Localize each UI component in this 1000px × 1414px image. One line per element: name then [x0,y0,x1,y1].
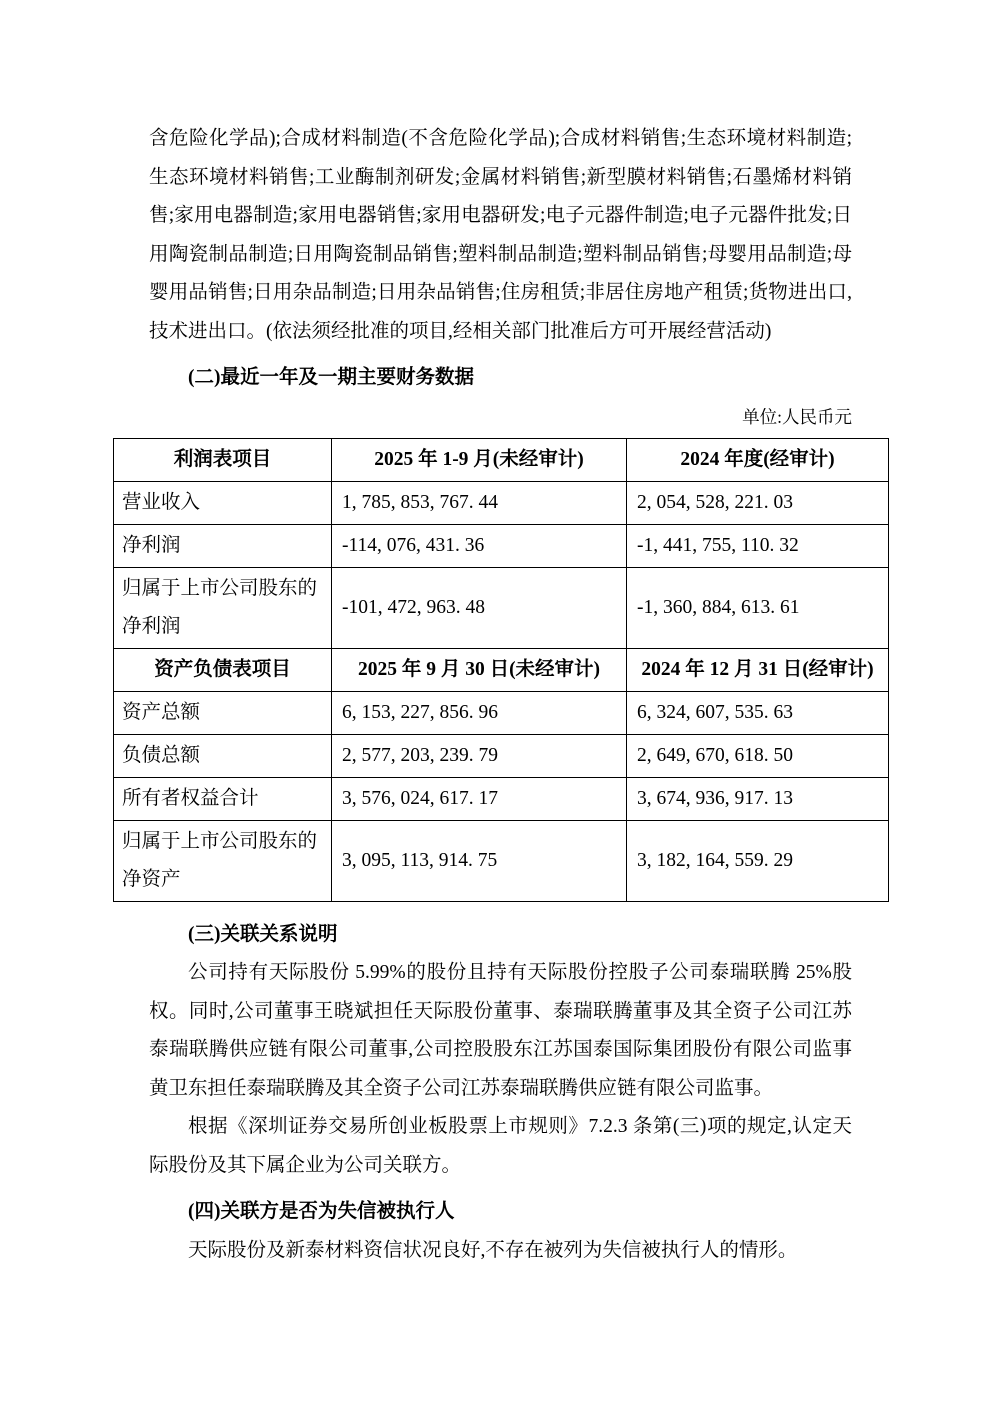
table-cell: 2024 年度(经审计) [627,438,889,481]
table-cell: -1, 360, 884, 613. 61 [627,567,889,648]
table-cell: 资产总额 [114,691,332,734]
section2-heading: (二)最近一年及一期主要财务数据 [188,367,474,388]
table-cell: 负债总额 [114,734,332,777]
table-cell: 归属于上市公司股东的净利润 [114,567,332,648]
table-row [114,820,889,901]
table-row-balance-header [114,648,889,691]
table-cell: 3, 674, 936, 917. 13 [627,777,889,820]
table-row [114,691,889,734]
table-cell: 3, 182, 164, 559. 29 [627,820,889,901]
table-cell: 资产负债表项目 [114,648,332,691]
table-cell: -114, 076, 431. 36 [332,524,627,567]
table-row [114,567,889,648]
table-cell: -101, 472, 963. 48 [332,567,627,648]
table-cell: 营业收入 [114,481,332,524]
section4-paragraph-1: 天际股份及新泰材料资信状况良好,不存在被列为失信被执行人的情形。 [188,1239,798,1261]
table-cell: 2025 年 1-9 月(未经审计) [332,438,627,481]
table-cell: 归属于上市公司股东的净资产 [114,820,332,901]
table-row [114,524,889,567]
table-cell: 2, 054, 528, 221. 03 [627,481,889,524]
table-cell: 2024 年 12 月 31 日(经审计) [627,648,889,691]
currency-unit-note: 单位:人民币元 [742,406,852,427]
intro-paragraph: 含危险化学品);合成材料制造(不含危险化学品);合成材料销售;生态环境材料制造;生态环境材料销售;工业酶制剂研发;金属材料销售;新型膜材料销售;石墨烯材料销售;家用电器制造;家用电器销售;家用电器研发;电子元器件制造;电子元器件批发;日用陶瓷制品制造;日用陶瓷制品销售;塑料制品制造;塑料制品销售;母婴用品制造;母婴用品销售;日用杂品制造;日用杂品销售;住房租赁;非居住房地产租赁;货物进出口,技术进出口。(依法须经批准的项目,经相关部门批准后方可开展经营活动) [149,128,852,342]
section3-paragraph-1: 公司持有天际股份 5.99%的股份且持有天际股份控股子公司泰瑞联腾 25%股权。同时,公司董事王晓斌担任天际股份董事、泰瑞联腾董事及其全资子公司江苏泰瑞联腾供应链有限公司董事,公司控股股东江苏国泰国际集团股份有限公司监事黄卫东担任泰瑞联腾及其全资子公司江苏泰瑞联腾供应链有限公司监事。 [149,962,852,1099]
document-page [113,0,888,1270]
table-cell: 2, 577, 203, 239. 79 [332,734,627,777]
table-cell: 6, 153, 227, 856. 96 [332,691,627,734]
section3-paragraph-2: 根据《深圳证券交易所创业板股票上市规则》7.2.3 条第(三)项的规定,认定天际股份及其下属企业为公司关联方。 [149,1116,852,1176]
table-cell: 净利润 [114,524,332,567]
table-row [114,481,889,524]
table-cell: 3, 095, 113, 914. 75 [332,820,627,901]
table-cell: 6, 324, 607, 535. 63 [627,691,889,734]
table-cell: 3, 576, 024, 617. 17 [332,777,627,820]
table-cell: 1, 785, 853, 767. 44 [332,481,627,524]
table-cell: 2025 年 9 月 30 日(未经审计) [332,648,627,691]
section4-heading: (四)关联方是否为失信被执行人 [188,1201,455,1222]
financial-data-table [113,438,889,902]
table-cell: -1, 441, 755, 110. 32 [627,524,889,567]
table-row [114,734,889,777]
table-cell: 2, 649, 670, 618. 50 [627,734,889,777]
table-cell: 利润表项目 [114,438,332,481]
table-row-income-header [114,438,889,481]
section3-heading: (三)关联关系说明 [188,923,338,945]
table-row [114,777,889,820]
table-cell: 所有者权益合计 [114,777,332,820]
